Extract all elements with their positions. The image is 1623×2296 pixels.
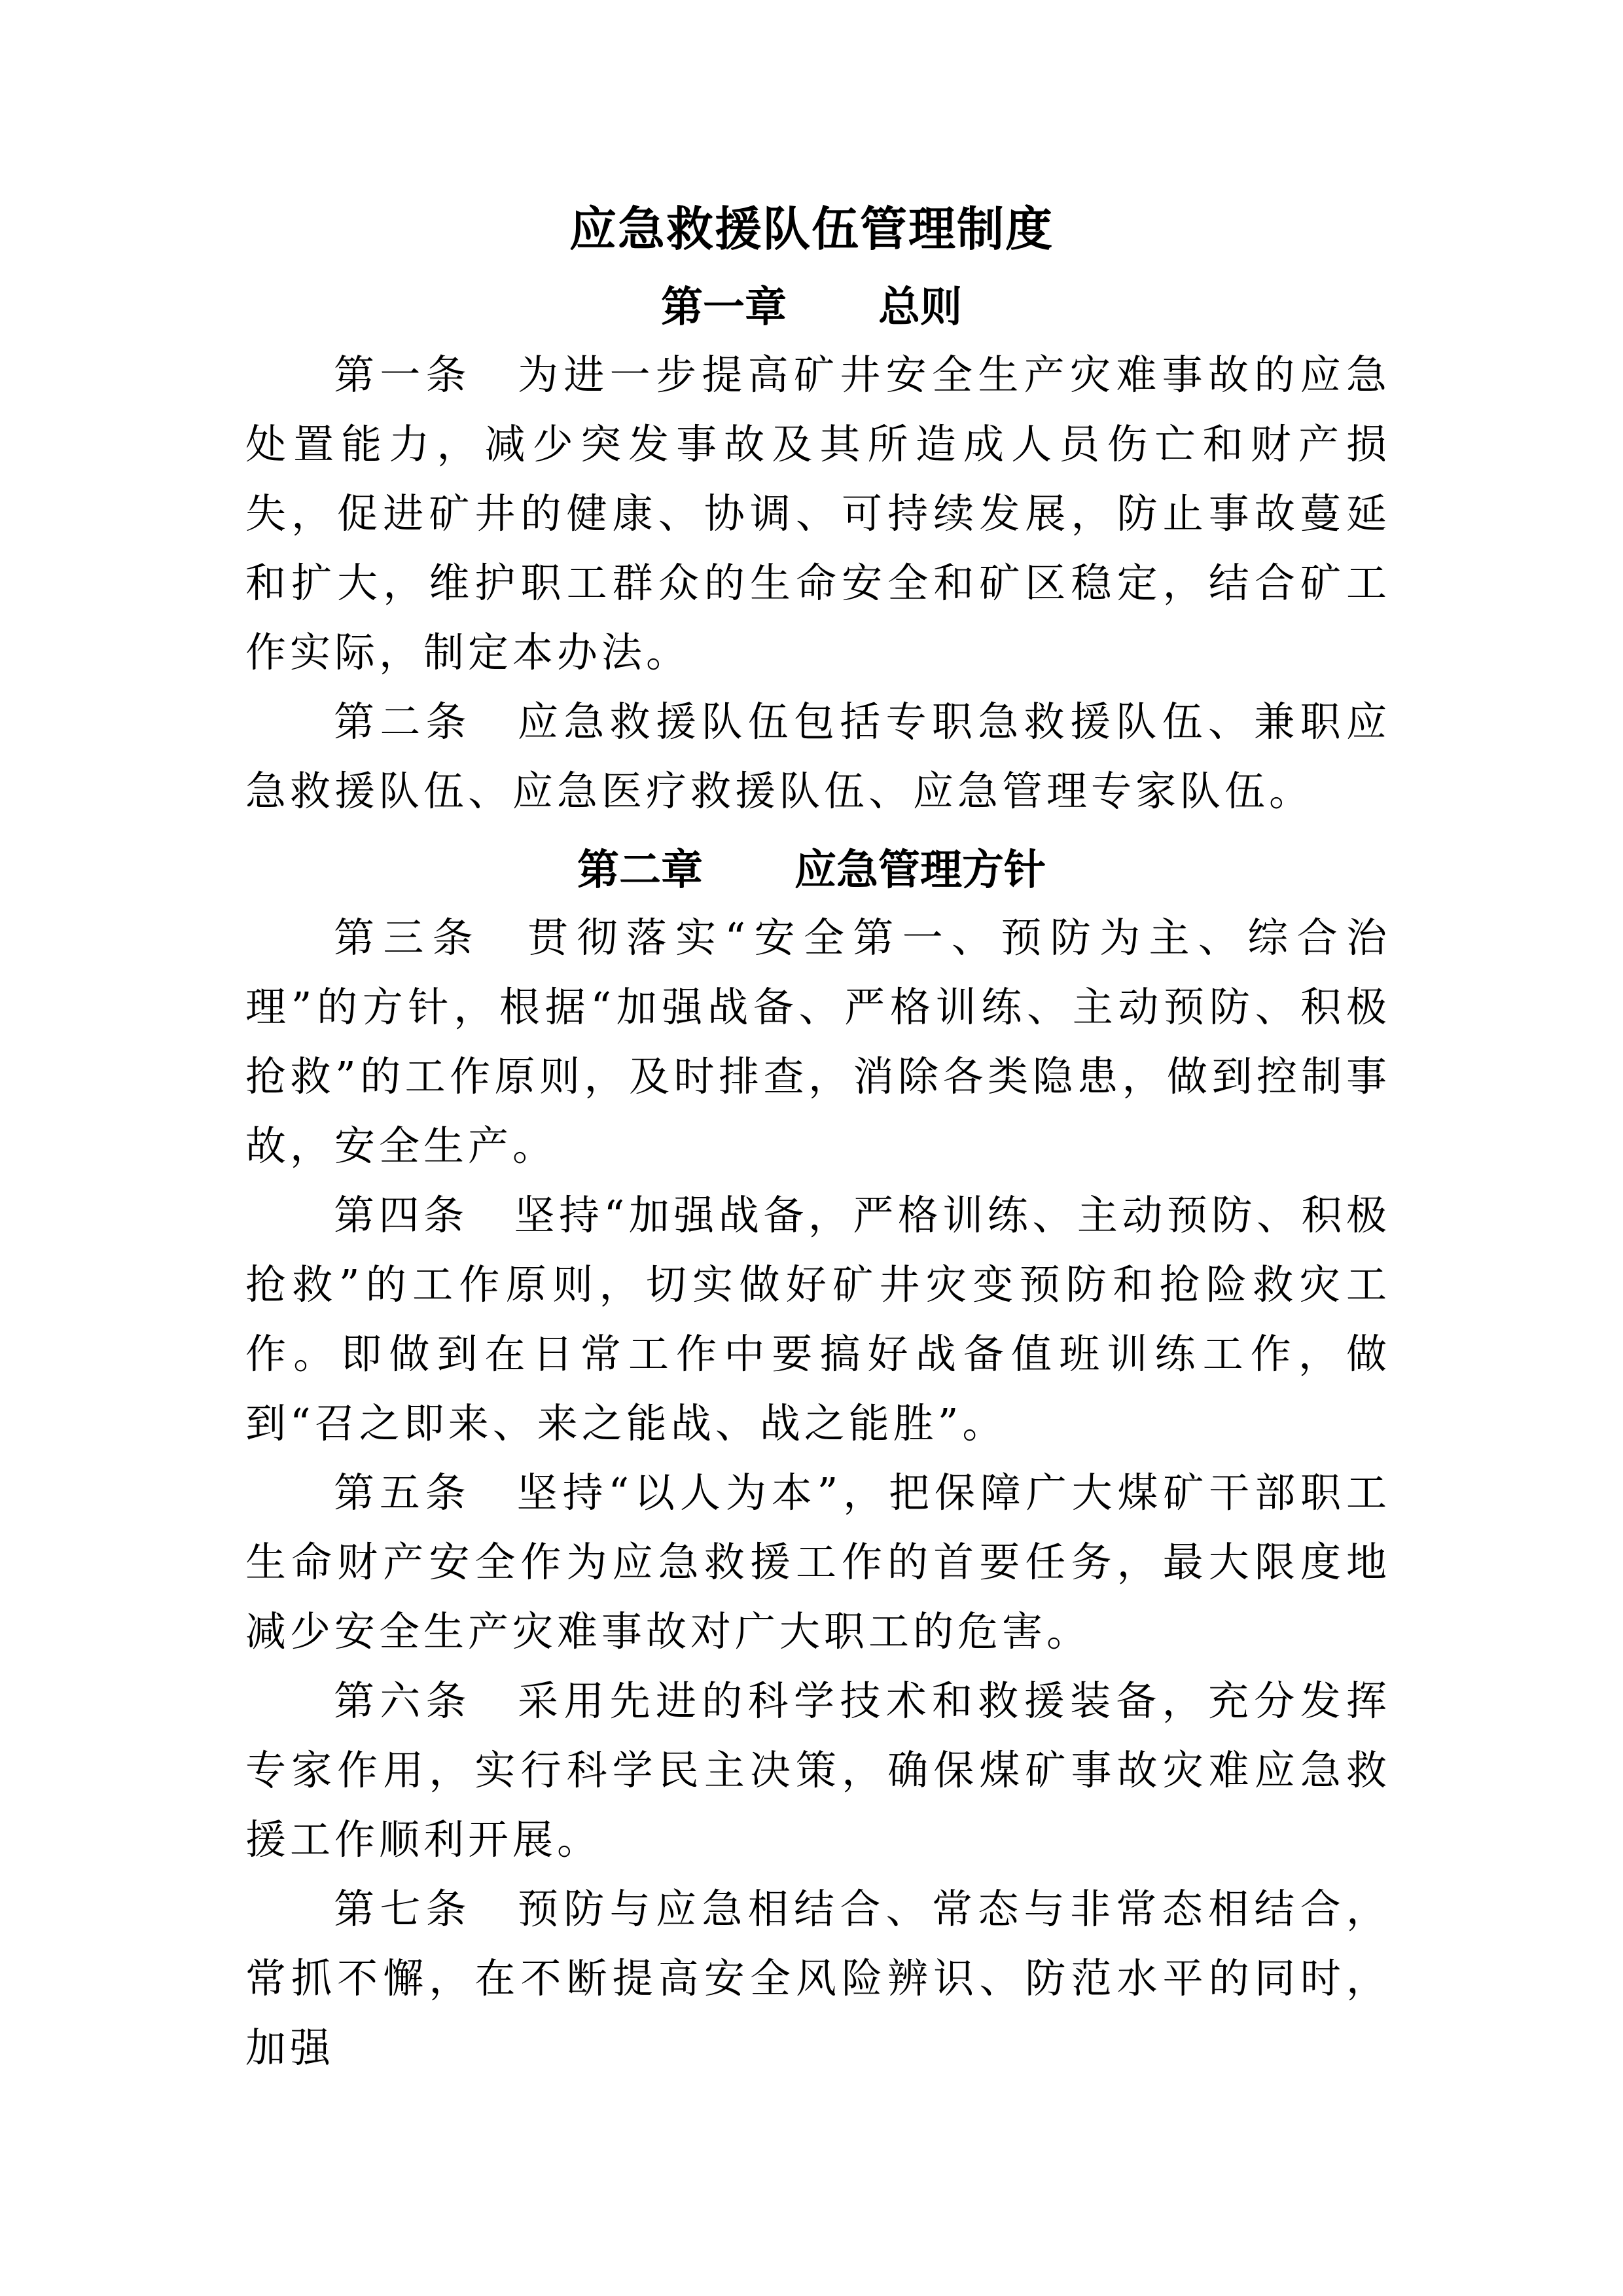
article-text: 为进一步提高矿井安全生产灾难事故的应急处置能力，减少突发事故及其所造成人员伤亡和财产损失，促进矿井的健康、协调、可持续发展，防止事故蔓延和扩大，维护职工群众的生命安全和矿区稳定，结合矿工作实际，制定本办法。 — [245, 351, 1391, 676]
chapter-heading-2 — [0, 841, 1623, 900]
article — [245, 1181, 1391, 1458]
article-number: 第四条 — [334, 1191, 469, 1239]
chapter-number: 第一章 — [661, 283, 787, 332]
article-text: 应急救援队伍包括专职急救援队伍、兼职应急救援队伍、应急医疗救援队伍、应急管理专家队伍。 — [245, 698, 1391, 815]
chapter-1-body — [245, 340, 1391, 826]
document-title: 应急救援队伍管理制度 — [569, 202, 1054, 257]
article-text: 采用先进的科学技术和救援装备，充分发挥专家作用，实行科学民主决策，确保煤矿事故灾难应急救援工作顺利开展。 — [245, 1677, 1391, 1863]
article-text: 预防与应急相结合、常态与非常态相结合，常抓不懈，在不断提高安全风险辨识、防范水平的同时，加强 — [245, 1885, 1391, 2072]
chapter-heading-1 — [0, 278, 1623, 337]
article — [245, 1874, 1391, 2083]
article — [245, 1666, 1391, 1874]
article-number: 第六条 — [334, 1677, 472, 1725]
article-number: 第一条 — [334, 351, 472, 399]
article — [245, 340, 1391, 687]
article-text: 坚持“以人为本”，把保障广大煤矿干部职工生命财产安全作为应急救援工作的首要任务，最大限度地减少安全生产灾难事故对广大职工的危害。 — [245, 1469, 1391, 1655]
article — [245, 687, 1391, 826]
chapter-2-body — [245, 903, 1391, 2083]
chapter-name: 应急管理方针 — [794, 846, 1046, 895]
article — [245, 1458, 1391, 1666]
chapter-number: 第二章 — [577, 846, 703, 895]
article-text: 贯彻落实“安全第一、预防为主、综合治理”的方针，根据“加强战备、严格训练、主动预防、积极抢救”的工作原则，及时排查，消除各类隐患，做到控制事故，安全生产。 — [245, 914, 1391, 1170]
article — [245, 903, 1391, 1181]
chapter-name: 总则 — [878, 283, 962, 332]
article-number: 第七条 — [334, 1885, 472, 1933]
article-number: 第二条 — [334, 698, 472, 745]
article-text: 坚持“加强战备，严格训练、主动预防、积极抢救”的工作原则，切实做好矿井灾变预防和抢险救灾工作。即做到在日常工作中要搞好战备值班训练工作，做到“召之即来、来之能战、战之能胜”。 — [245, 1191, 1391, 1447]
article-number: 第三条 — [334, 914, 482, 961]
article-number: 第五条 — [334, 1469, 471, 1516]
